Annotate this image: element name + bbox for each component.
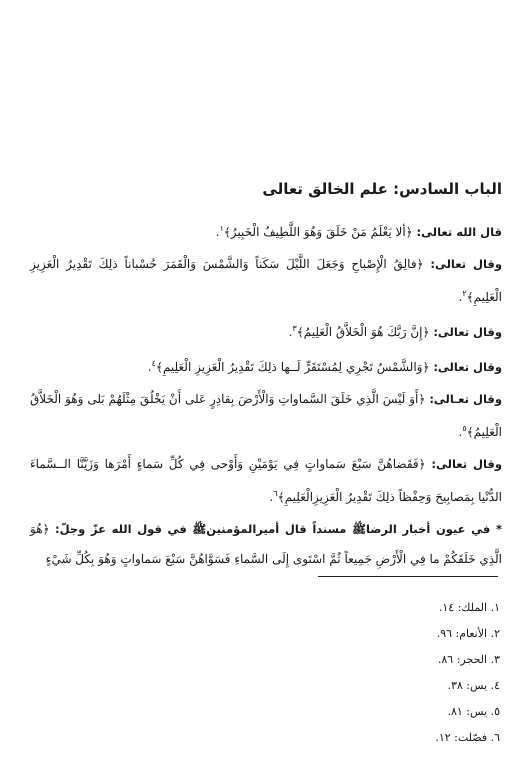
footnote-item: ٢. الأنعام: ٩٦.: [436, 627, 500, 640]
quran-quote: ﴿وَالشَّمْسُ تَجْرِي لِمُسْتَقَرٍّ لَــها ذلِكَ تَقْدِيرُ الْعَزِيزِ الْعَلِيمِ﴾: [155, 360, 430, 374]
paragraph-7: [30, 514, 502, 574]
footnote-divider: [318, 576, 498, 577]
footnote-item: ٤. يس: ٣٨.: [447, 679, 500, 692]
paragraph-6: وقال تعالى: ﴿فَقَضاهُنَّ سَبْعَ سَماواتٍ فِي يَوْمَيْنِ وَأَوْحى فِي كُلِّ سَماءٍ أَمْرَها وَزَيَّنَّا الــسَّماءَ الدُّنْيا بِمَصابِيحَ وَحِفْظاً ذلِكَ تَقْدِيرُ الْعَزِيزِالْعَلِيمِ﴾$^٦$.: [30, 457, 502, 504]
quran-quote: ﴿إِنَّ رَبَّكَ هُوَ الْخَلاَّقُ الْعَلِيمُ﴾: [296, 325, 430, 339]
footnote-ref: ٥: [462, 424, 467, 433]
paragraph-4: وقال تعالى: ﴿وَالشَّمْسُ تَجْرِي لِمُسْتَقَرٍّ لَــها ذلِكَ تَقْدِيرُ الْعَزِيزِ الْعَلِيمِ﴾$^٤$.: [147, 359, 502, 374]
quran-quote: ﴿ألا يَعْلَمُ مَنْ خَلَقَ وَهُوَ اللَّطِيفُ الْخَبِيرُ﴾: [223, 225, 413, 239]
paragraph-1: قال الله تعالى: ﴿ألا يَعْلَمُ مَنْ خَلَقَ وَهُوَ اللَّطِيفُ الْخَبِيرُ﴾$^١$.: [215, 224, 502, 239]
paragraph-lead: وقال تعالى:: [430, 257, 502, 271]
paragraph-lead: وقال تعـالى:: [429, 392, 502, 406]
footnote-item: ٥. يس: ٨١.: [447, 705, 500, 718]
quran-quote: ﴿فَقَضاهُنَّ سَبْعَ سَماواتٍ فِي يَوْمَيْنِ وَأَوْحى فِي كُلِّ سَماءٍ أَمْرَها وَزَيَّنَّا الــسَّماءَ الدُّنْيا بِمَصابِيحَ وَحِفْظاً ذلِكَ تَقْدِيرُ الْعَزِيزِالْعَلِيمِ﴾: [30, 457, 502, 504]
paragraph-lead: وقال تعالى:: [433, 325, 502, 339]
footnote-ref: ١: [219, 224, 224, 233]
paragraph-lead: قال الله تعالى:: [416, 225, 502, 239]
footnote-item: ١. الملك: ١٤.: [438, 601, 500, 614]
paragraph-2: وقال تعالى: ﴿فالِقُ الْإِصْباحِ وَجَعَلَ اللَّيْلَ سَكَناً وَالشَّمْسَ وَالْقَمَرَ حُسْباناً ذلِكَ تَقْدِيرُ الْعَزِيزِ الْعَلِيمِ﴾$^٢$.: [30, 257, 502, 304]
paragraph-lead: وقال تعالى:: [431, 457, 502, 471]
chapter-title: الباب السادس: علم الخالق تعالى: [262, 180, 502, 198]
footnotes: [240, 595, 500, 751]
footnote-ref: ٢: [462, 289, 467, 298]
paragraph-5: وقال تعـالى: ﴿أَوَ لَيْسَ الَّذِي خَلَقَ السَّماواتِ وَالْأَرْضَ بِقادِرٍ عَلى أَنْ يَخْلُقَ مِثْلَهُمْ بَلى وَهُوَ الْخَلاَّقُ الْعَلِيمُ﴾$^٥$.: [30, 392, 502, 439]
footnote-item: ٦. فصّلت: ١٢.: [435, 731, 500, 744]
paragraph-lead: وقال تعالى:: [433, 360, 502, 374]
paragraph-3: وقال تعالى: ﴿إِنَّ رَبَّكَ هُوَ الْخَلاَّقُ الْعَلِيمُ﴾$^٣$.: [288, 324, 502, 339]
footnote-ref: ٤: [151, 359, 156, 368]
footnote-ref: ٦: [273, 489, 278, 498]
page-body: [30, 178, 502, 576]
paragraph-lead: * في عيون أخبار الرضاﷺ مسنداً قال أميرالمؤمنينﷺ في قول الله عزّ وجلّ:: [55, 522, 502, 536]
quran-quote: ﴿فالِقُ الْإِصْباحِ وَجَعَلَ اللَّيْلَ سَكَناً وَالشَّمْسَ وَالْقَمَرَ حُسْباناً ذلِكَ تَقْدِيرُ الْعَزِيزِ الْعَلِيمِ﴾: [30, 257, 502, 304]
quran-quote: ﴿هُوَ الَّذِي خَلَقَكُمْ ما فِي الْأَرْضِ جَمِيعاً ثُمَّ اسْتَوى إِلَى السَّماءِ فَسَوَّاهُنَّ سَبْعَ سَماواتٍ وَهُوَ بِكُلِّ شَيْءٍ: [30, 522, 502, 566]
footnote-ref: ٣: [292, 324, 297, 333]
footnote-item: ٣. الحجر: ٨٦.: [437, 653, 500, 666]
quran-quote: ﴿أَوَ لَيْسَ الَّذِي خَلَقَ السَّماواتِ وَالْأَرْضَ بِقادِرٍ عَلى أَنْ يَخْلُقَ مِثْلَهُمْ بَلى وَهُوَ الْخَلاَّقُ الْعَلِيمُ﴾: [30, 392, 502, 439]
